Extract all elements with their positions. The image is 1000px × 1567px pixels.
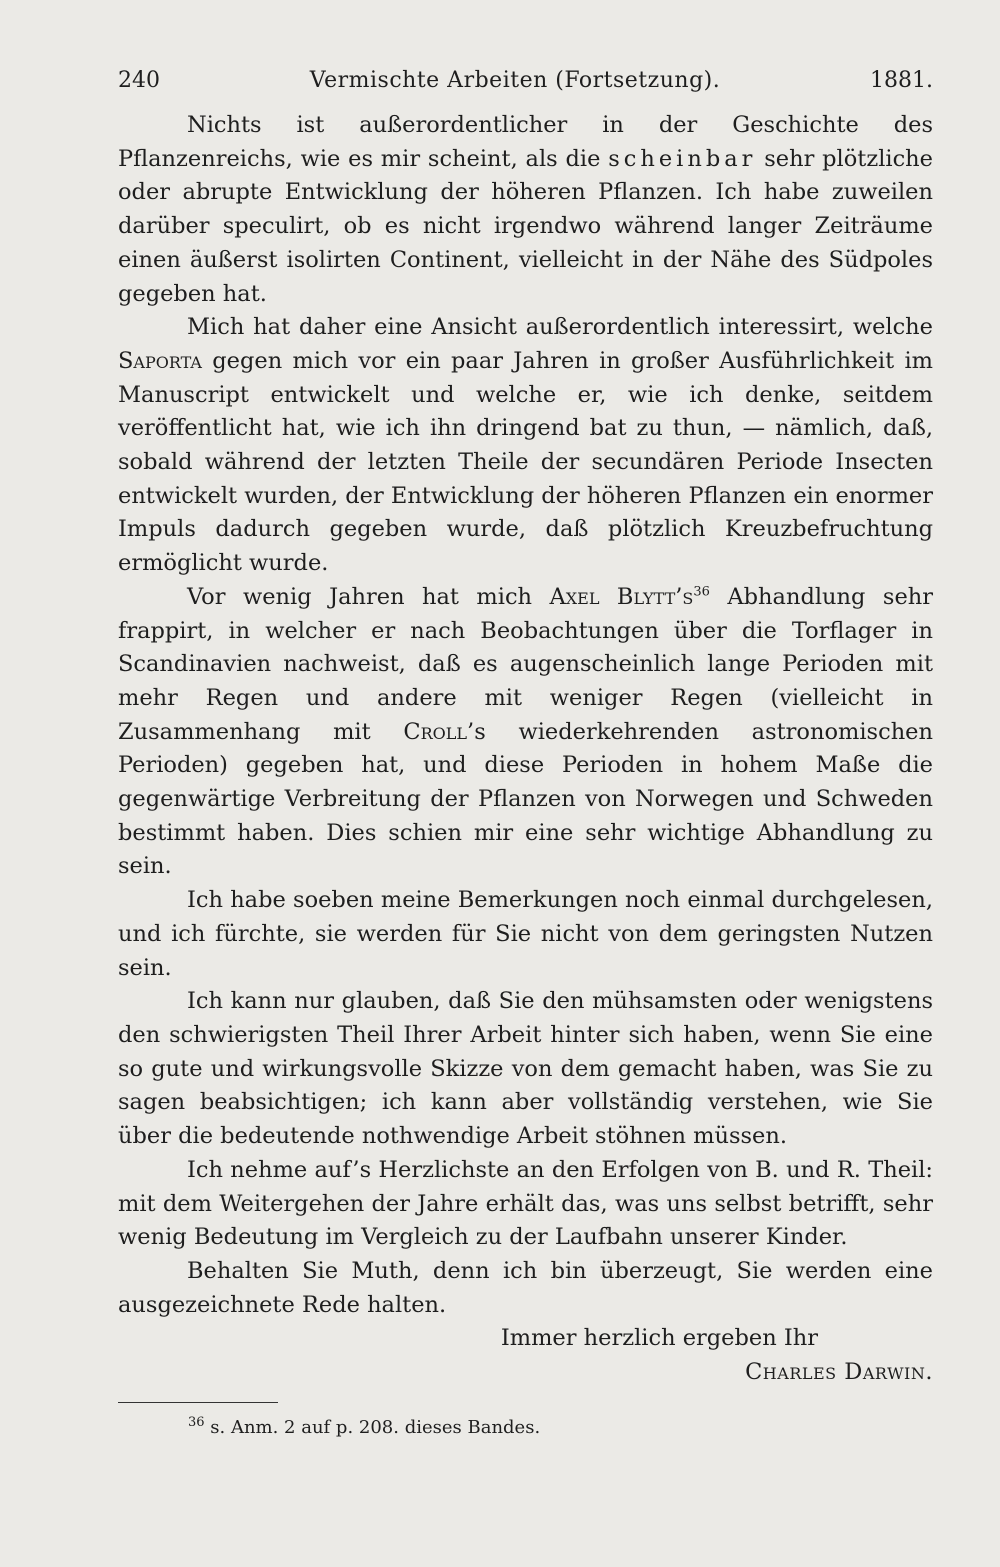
paragraph-7: Behalten Sie Muth, denn ich bin überzeugt, Sie werden eine ausgezeichnete Rede halten. <box>118 1257 933 1318</box>
paragraph-2 <box>118 311 933 581</box>
letter-body <box>118 109 933 1322</box>
paragraph-4: Ich habe soeben meine Bemerkungen noch einmal durchgelesen, und ich fürchte, sie werden für Sie nicht von dem geringsten Nutzen sein. <box>118 887 933 981</box>
text-run: Mich hat daher eine Ansicht außerordentlich interessirt, welche <box>187 314 933 341</box>
text-run: gegen mich vor ein paar Jahren in großer Ausführlichkeit im Manuscript entwickelt und welche er, wie ich denke, seitdem veröffentlicht hat, wie ich ihn dringend bat zu thun, — nämlich, daß, sobald während der letzten Theile der secundären Periode Insecten entwickelt wurden, der Entwicklung der höheren Pflanzen ein enormer Impuls dadurch gegeben wurde, daß plötzlich Kreuzbefruchtung ermöglicht wurde. <box>118 347 933 577</box>
page-number: 240 <box>118 68 160 93</box>
paragraph-1 <box>118 109 933 311</box>
text-run: Vor wenig Jahren hat mich <box>187 583 550 610</box>
text-run: Abhandlung sehr frappirt, in welcher er nach Beobachtungen über die Torflager in Scandinavien nachweist, daß es augenscheinlich lange Perioden mit mehr Regen und andere mit weniger Regen (vielleicht in Zusammenhang mit <box>118 583 933 745</box>
paragraph-3 <box>118 581 933 884</box>
paragraph-5: Ich kann nur glauben, daß Sie den mühsamsten oder wenigstens den schwierigsten Theil Ihrer Arbeit hinter sich haben, wenn Sie eine so gute und wirkungsvolle Skizze von dem gemacht haben, was Sie zu sagen beabsichtigen; ich kann aber vollständig verstehen, wie Sie über die bedeutende nothwendige Arbeit stöhnen müssen. <box>118 988 933 1150</box>
footnote <box>118 1414 933 1438</box>
document-page <box>118 68 933 1438</box>
text-run: Nichts ist außerordentlicher in der Geschichte des Pflanzenreichs, wie es mir scheint, als die <box>118 112 933 172</box>
person-name: Croll <box>403 718 468 745</box>
header-year: 1881. <box>870 68 933 93</box>
text-run: ’s <box>675 583 694 610</box>
letter-closing: Immer herzlich ergeben Ihr <box>500 1325 818 1352</box>
page-header <box>118 68 933 93</box>
footnote-divider <box>118 1402 278 1403</box>
text-run: sehr plötzliche oder abrupte Entwicklung der höheren Pflanzen. Ich habe zuweilen darüber speculirt, ob es nicht irgendwo während langer Zeiträume einen äußerst isolirten Continent, vielleicht in der Nähe des Südpoles gegeben hat. <box>118 145 933 307</box>
footnote-reference: 36 <box>693 584 710 600</box>
running-title: Vermischte Arbeiten (Fortsetzung). <box>309 68 721 93</box>
footnote-text: s. Anm. 2 auf p. 208. dieses Bandes. <box>204 1416 541 1438</box>
person-name: Axel Blytt <box>549 583 676 610</box>
footnote-number: 36 <box>188 1414 205 1430</box>
text-run: ’s wiederkehrenden astronomischen Perioden) gegeben hat, und diese Perioden in hohem Maße die gegenwärtige Verbreitung der Pflanzen von Norwegen und Schweden bestimmt haben. Dies schien mir eine sehr wichtige Abhandlung zu sein. <box>118 718 933 880</box>
paragraph-6: Ich nehme auf’s Herzlichste an den Erfolgen von B. und R. Theil: mit dem Weitergehen der Jahre erhält das, was uns selbst betrifft, sehr wenig Bedeutung im Vergleich zu der Laufbahn unserer Kinder. <box>118 1156 933 1251</box>
person-name: Saporta <box>118 347 202 374</box>
emphasis-spaced: scheinbar <box>608 145 757 172</box>
signature: Charles Darwin. <box>745 1359 933 1386</box>
